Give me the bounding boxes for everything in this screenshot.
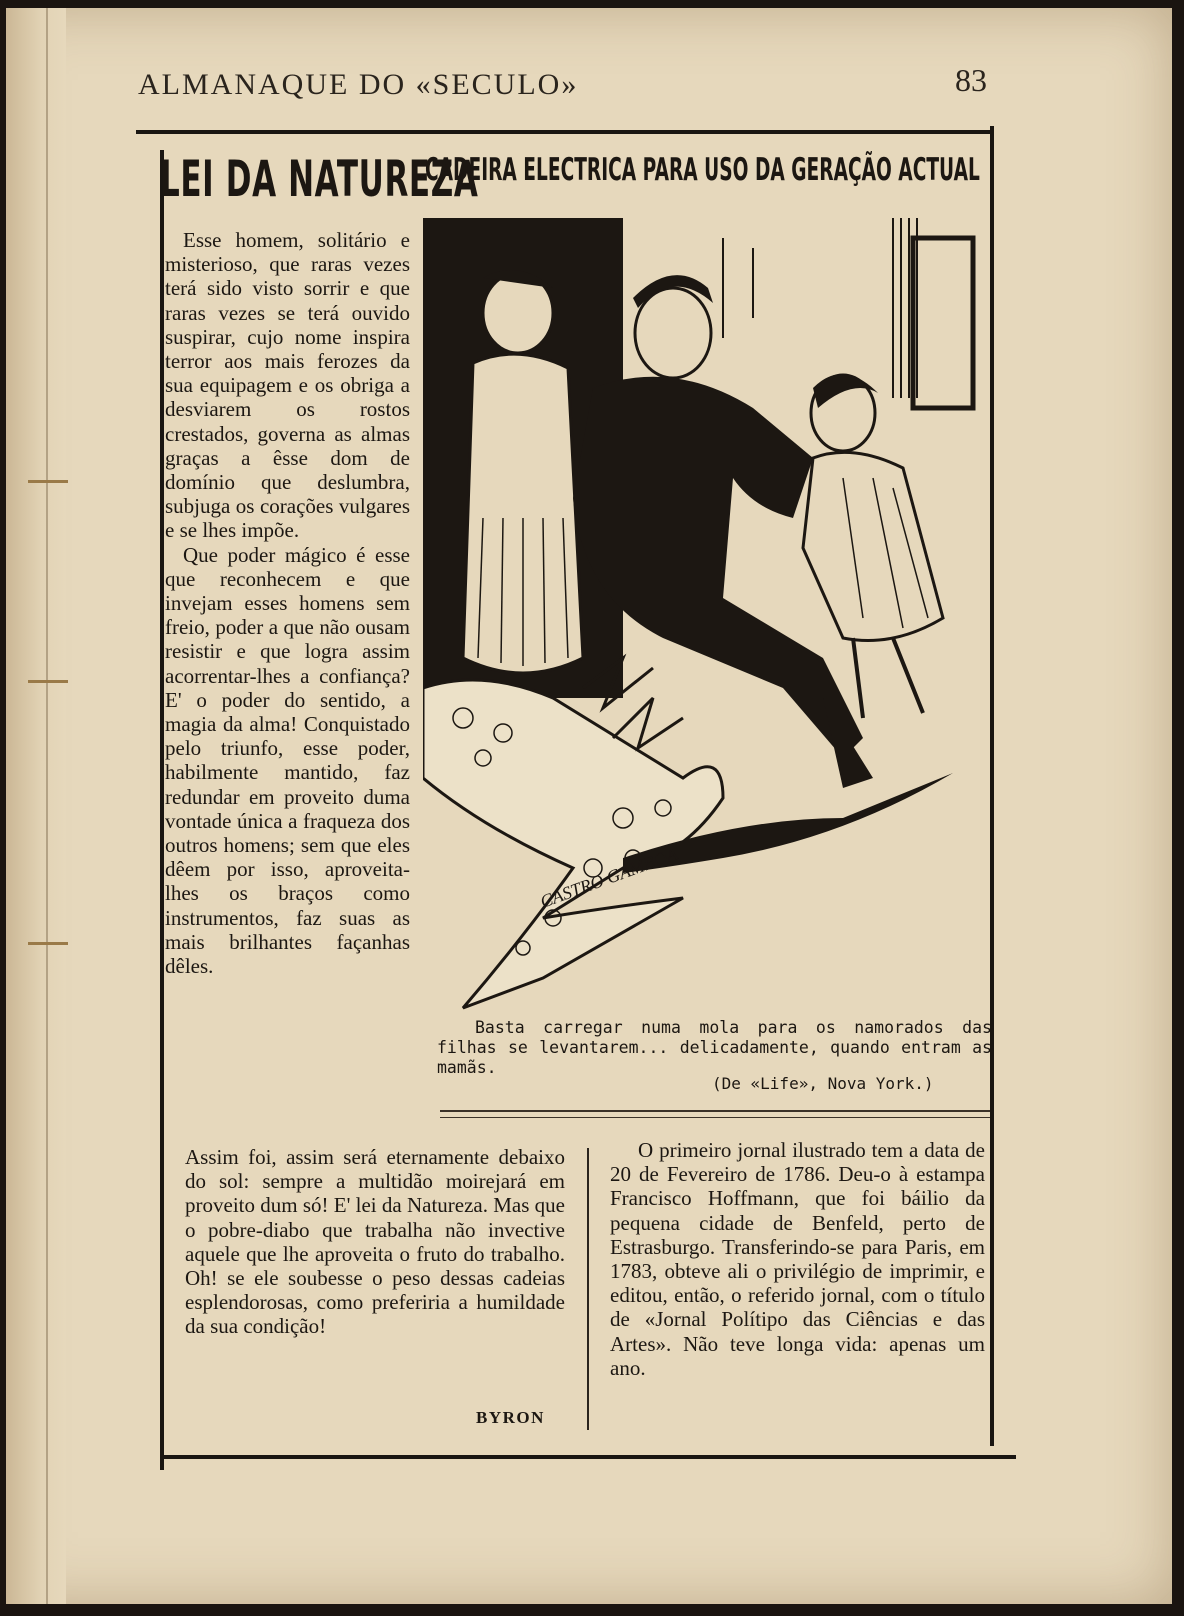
running-head: ALMANAQUE DO «SECULO»	[138, 68, 579, 101]
separator-rule	[440, 1110, 990, 1112]
frame-rule-bottom	[164, 1455, 1016, 1459]
wall-picture	[913, 238, 973, 408]
article-paragraph: Esse homem, solitário e misterioso, que raras vezes terá sido visto sorrir e que raras vezes se terá ouvido suspirar, cujo nome inspira terror aos mais ferozes da sua equipagem e os obriga a desviarem os rostos crestados, governa as almas graças a êsse dom de domínio que deslumbra, subjuga os corações vulgares e se lhes impõe.	[165, 228, 410, 543]
binding-stitch	[28, 480, 68, 483]
newspaper-history-text: O primeiro jornal ilustrado tem a data de 20 de Fevereiro de 1786. Deu-o à estampa Francisco Hoffmann, que foi báilio da pequena cidade de Benfeld, perto de Estrasburgo. Transferindo-se para Paris, em 1783, obteve ali o privilégio de imprimir, e editou, então, o referido jornal, com o título de «Jornal Polítipo das Ciências e das Artes». Não teve longa vida: apenas um ano.	[610, 1138, 985, 1380]
page-number: 83	[955, 62, 987, 98]
separator-rule	[440, 1117, 990, 1118]
binding-stitch	[28, 942, 68, 945]
cartoon-title: CADEIRA ELECTRICA PARA USO DA GERAÇÃO ACTUAL	[425, 152, 980, 188]
column-divider	[587, 1148, 589, 1430]
binding-stitch	[28, 680, 68, 683]
article-author: BYRON	[476, 1408, 545, 1427]
electric-chair-sofa	[423, 680, 953, 1008]
cartoon-credit: (De «Life», Nova York.)	[712, 1074, 934, 1093]
frame-rule-right	[990, 126, 994, 1446]
article-column-right	[610, 1138, 985, 1380]
wall-hatching	[723, 218, 917, 398]
artist-signature: CASTRO GAMBOA	[537, 843, 681, 912]
cartoon-caption	[437, 1018, 992, 1078]
article-column-left	[165, 228, 410, 978]
article-paragraph: Que poder mágico é esse que reconhecem e que invejam esses homens sem freio, poder a que não ousam resistir e que logra assim acorrentar-lhes a confiança? E' o poder do sentido, a magia da alma! Conquistado pelo triunfo, esse poder, habilmente mantido, faz redundar em proveito duma vontade única a fraqueza dos outros homens; sem que eles dêem por isso, aproveita-lhes os braços como instrumentos, faz suas as mais brilhantes façanhas dêles.	[165, 542, 410, 979]
article-paragraph: Assim foi, assim será eternamente debaixo do sol: sempre a multidão moirejará em proveito dum só! E' lei da Natureza. Mas que o pobre-diabo que trabalha não invective aquele que lhe aproveita o fruto do trabalho. Oh! se ele soubesse o peso dessas cadeias esplendorosas, como preferiria a humildade da sua condição!	[185, 1145, 565, 1339]
book-spine	[6, 8, 66, 1604]
article-title: LEI DA NATUREZA	[160, 150, 479, 208]
frame-rule-top	[136, 130, 992, 134]
cartoon-illustration	[423, 218, 983, 1018]
frame-rule-left	[160, 150, 164, 1470]
caption-text: Basta carregar numa mola para os namorados das filhas se levantarem... delicadamente, quando entram as mamãs.	[437, 1018, 992, 1077]
spine-fold	[46, 8, 48, 1604]
article-column-continued	[185, 1145, 565, 1339]
